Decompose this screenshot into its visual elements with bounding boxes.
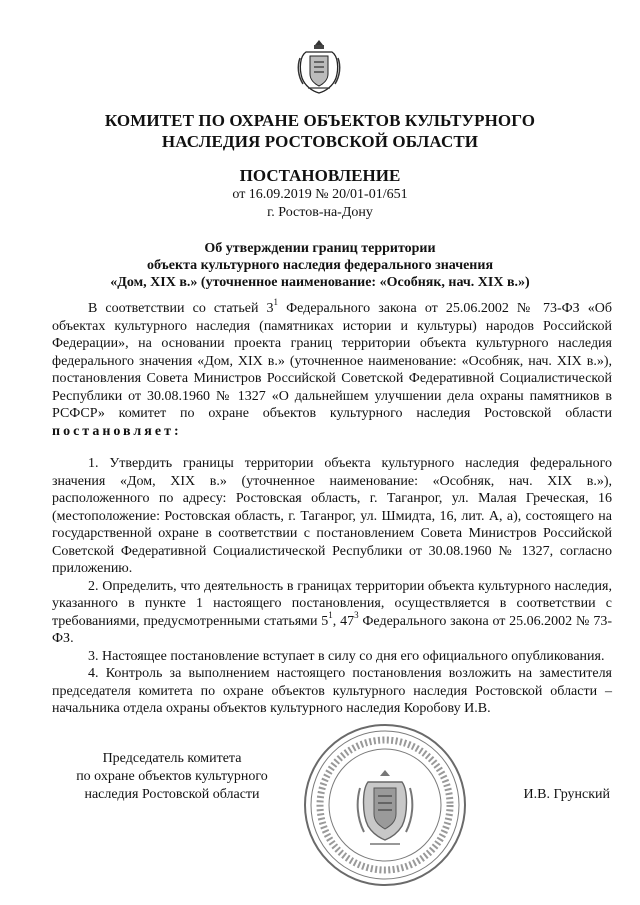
item-2-part-2: , 47 (332, 613, 355, 629)
org-line-2: НАСЛЕДИЯ РОСТОВСКОЙ ОБЛАСТИ (161, 132, 479, 151)
preamble-superscript: 1 (273, 297, 279, 308)
position-line-3: наследия Ростовской области (84, 787, 260, 802)
document-meta (60, 186, 580, 222)
item-2-sup-2: 3 (354, 609, 359, 620)
subject-line-1: Об утверждении границ территории (204, 241, 436, 256)
item-3: 3. Настоящее постановление вступает в силу со дня его официального опубликования. (88, 648, 605, 664)
item-2-sup-1: 1 (328, 609, 333, 620)
preamble-part-2: Федерального закона от 25.06.2002 № 73-ФЗ «Об объектах культурного наследия (памятниках истории и культуры) народов Российской Федерации», на основании проекта границ территории объекта культурного наследия федерального значения «Дом, XIX в.» (уточненное наименование: «Особняк, нач. XIX в.»), постановления Совета Министров Российской Советской Федеративной Социалистической Республики от 30.08.1960 № 1327 «О дальнейшем улучшении дела охраны памятников в РСФСР» комитет по охране объектов культурного наследия Ростовской области (52, 301, 612, 421)
preamble-paragraph (52, 297, 612, 440)
signatory-name: И.В. Грунский (523, 787, 610, 802)
coat-of-arms-icon (296, 38, 342, 94)
item-2-part-1: 2. Определить, что деятельность в границах территории объекта культурного наследия, указанного в пункте 1 настоящего постановления, осуществляется в соответствии с требованиями, предусмотренными статьями 5 (52, 578, 612, 629)
document-subject (60, 240, 580, 291)
position-line-1: Председатель комитета (102, 751, 242, 766)
city: г. Ростов-на-Дону (267, 205, 373, 220)
subject-line-3: «Дом, XIX в.» (уточненное наименование: «Особняк, нач. XIX в.») (110, 275, 530, 290)
preamble-part-1: В соответствии со статьей 3 (88, 301, 274, 316)
item-2-part-3: Федерального закона от 25.06.2002 № 73-ФЗ. (52, 613, 613, 646)
item-1: 1. Утвердить границы территории объекта культурного наследия федерального значения «Дом, XIX в.» (уточненное наименование: «Особняк, нач. XIX в.»), расположенного по адресу: Ростовская область, г. Таганрог, ул. Малая Греческая, 16 (местоположение: Ростовская область, г. Таганрог, ул. Шмидта, 16, лит. А, а), состоящего на государственной охране в соответствии с постановлением Совета Министров Российской Советской Федеративной Социалистической Республики от 30.08.1960 № 1327, согласно приложению. (52, 456, 612, 576)
position-line-2: по охране объектов культурного (76, 769, 268, 784)
document-type: ПОСТАНОВЛЕНИЕ (239, 166, 401, 185)
org-line-1: КОМИТЕТ ПО ОХРАНЕ ОБЪЕКТОВ КУЛЬТУРНОГО (104, 111, 536, 130)
item-4: 4. Контроль за выполнением настоящего постановления возложить на заместителя председателя комитета по охране объектов культурного наследия Ростовской области – начальника отдела охраны объектов культурного наследия Коробову И.В. (52, 666, 612, 716)
item-2 (52, 578, 612, 648)
signatory-position (52, 750, 292, 804)
resolution-items (52, 455, 612, 718)
resolves-word: постановляет: (52, 423, 182, 439)
date-number: от 16.09.2019 № 20/01-01/651 (232, 187, 408, 202)
subject-line-2: объекта культурного наследия федерального значения (146, 258, 494, 273)
official-seal-icon (302, 722, 468, 888)
organization-name (60, 110, 580, 152)
